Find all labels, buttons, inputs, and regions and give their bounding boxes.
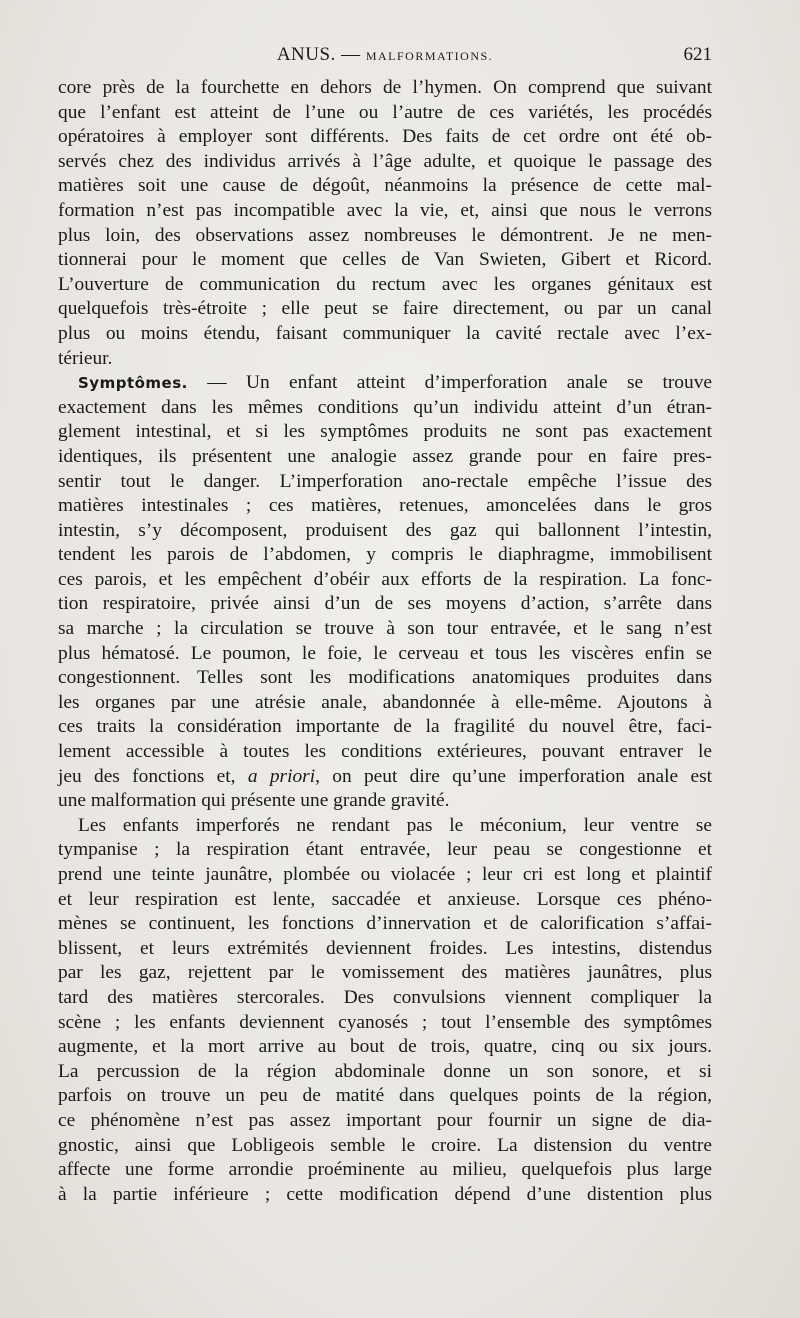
text-line: plus ou moins étendu, faisant communiquer la cavité rectale avec l’ex-	[58, 322, 712, 344]
text-line: La percussion de la région abdominale donne un son sonore, et si	[58, 1060, 712, 1082]
text-line: les organes par une atrésie anale, abandonnée à elle-même. Ajoutons à	[58, 691, 712, 713]
text-line: plus loin, des observations assez nombreuses le démontrent. Je ne men-	[58, 224, 712, 246]
text-line: parfois on trouve un peu de matité dans quelques points de la région,	[58, 1085, 712, 1107]
text-line: mènes se continuent, les fonctions d’innervation et de calorification s’affai-	[58, 913, 712, 935]
text-line: intestin, s’y décomposent, produisent des gaz qui ballonnent l’intestin,	[58, 519, 712, 541]
text-line: sa marche ; la circulation se trouve à son tour entravée, et le sang n’est	[58, 618, 712, 640]
text-line: Les enfants imperforés ne rendant pas le méconium, leur ventre se	[78, 814, 712, 836]
section-title: ANUS.	[276, 44, 336, 65]
text-line: matières intestinales ; ces matières, retenues, amoncelées dans le gros	[58, 495, 712, 517]
text-line: L’ouverture de communication du rectum avec les organes génitaux est	[58, 273, 712, 295]
text-line: scène ; les enfants deviennent cyanosés ; tout l’ensemble des symptômes	[58, 1011, 712, 1033]
body-text	[58, 76, 712, 1207]
text-line: tendent les parois de l’abdomen, y compris le diaphragme, immobilisent	[58, 544, 712, 566]
line-start: jeu des fonctions et,	[58, 765, 248, 787]
text-line: quelquefois très-étroite ; elle peut se faire directement, ou par un canal	[58, 298, 712, 320]
paragraph-1	[58, 76, 712, 371]
page-number: 621	[683, 44, 712, 65]
latin-term: a priori	[247, 765, 316, 787]
italic-text-line	[58, 765, 712, 790]
text-line: lement accessible à toutes les conditions extérieures, pouvant entraver le	[58, 741, 712, 763]
title-dash: —	[341, 44, 361, 65]
text-line: à la partie inférieure ; cette modification dépend d’une distention plus	[58, 1183, 712, 1205]
text-line: plus hématosé. Le poumon, le foie, le cerveau et tous les viscères enfin se	[58, 642, 712, 664]
text-line: térieur.	[58, 347, 113, 369]
text-line: par les gaz, rejettent par le vomissement des matières jaunâtres, plus	[58, 962, 712, 984]
section-heading: Symptômes.	[78, 374, 188, 393]
running-title	[58, 44, 712, 66]
text-line: servés chez des individus arrivés à l’âge adulte, et quoique le passage des	[58, 150, 712, 172]
text-line: glement intestinal, et si les symptômes produits ne sont pas exactement	[58, 421, 712, 443]
text-line: matières soit une cause de dégoût, néanmoins la présence de cette mal-	[58, 175, 712, 197]
paragraph-2	[58, 371, 712, 814]
text-line: et leur respiration est lente, saccadée et anxieuse. Lorsque ces phéno-	[58, 888, 712, 910]
text-line: ce phénomène n’est pas assez important pour fournir un signe de dia-	[58, 1109, 712, 1131]
text-line: ces parois, et les empêchent d’obéir aux efforts de la respiration. La fonc-	[58, 568, 712, 590]
text-line: gnostic, ainsi que Lobligeois semble le croire. La distension du ventre	[58, 1134, 712, 1156]
text-line: que l’enfant est atteint de l’une ou l’autre de ces variétés, les procédés	[58, 101, 712, 123]
text-line: affecte une forme arrondie proéminente au milieu, quelquefois plus large	[58, 1159, 712, 1181]
text-line: augmente, et la mort arrive au bout de trois, quatre, cinq ou six jours.	[58, 1036, 712, 1058]
running-header	[58, 44, 712, 72]
text-line: ces traits la considération importante de la fragilité du nouvel être, faci-	[58, 716, 712, 738]
line-end: , on peut dire qu’une imperforation anale est	[315, 765, 713, 787]
paragraph-3	[58, 814, 712, 1208]
heading-line-rest: — Un enfant atteint d’imperforation anale se trouve	[187, 372, 712, 394]
text-line: tionnerai pour le moment que celles de Van Swieten, Gibert et Ricord.	[58, 249, 712, 271]
text-line: opératoires à employer sont différents. Des faits de cet ordre ont été ob-	[58, 126, 712, 148]
text-line: core près de la fourchette en dehors de l’hymen. On comprend que suivant	[58, 77, 712, 98]
text-line: tympanise ; la respiration étant entravée, leur peau se congestionne et	[58, 839, 712, 861]
subsection-title: MALFORMATIONS.	[365, 49, 494, 63]
text-line: prend une teinte jaunâtre, plombée ou violacée ; leur cri est long et plaintif	[58, 864, 712, 885]
text-line: tard des matières stercorales. Des convulsions viennent compliquer la	[58, 986, 712, 1008]
text-line: formation n’est pas incompatible avec la vie, et, ainsi que nous le verrons	[58, 199, 712, 221]
heading-line	[58, 371, 712, 396]
text-line: congestionnent. Telles sont les modifications anatomiques produites dans	[58, 667, 712, 689]
text-line: une malformation qui présente une grande gravité.	[58, 790, 450, 812]
text-line: identiques, ils présentent une analogie assez grande pour en faire pres-	[58, 445, 712, 467]
text-line: sentir tout le danger. L’imperforation ano-rectale empêche l’issue des	[58, 470, 712, 492]
text-line: blissent, et leurs extrémités deviennent froides. Les intestins, distendus	[58, 937, 712, 959]
text-line: tion respiratoire, privée ainsi d’un de ses moyens d’action, s’arrête dans	[58, 593, 712, 615]
text-line: exactement dans les mêmes conditions qu’un individu atteint d’un étran-	[58, 396, 712, 418]
